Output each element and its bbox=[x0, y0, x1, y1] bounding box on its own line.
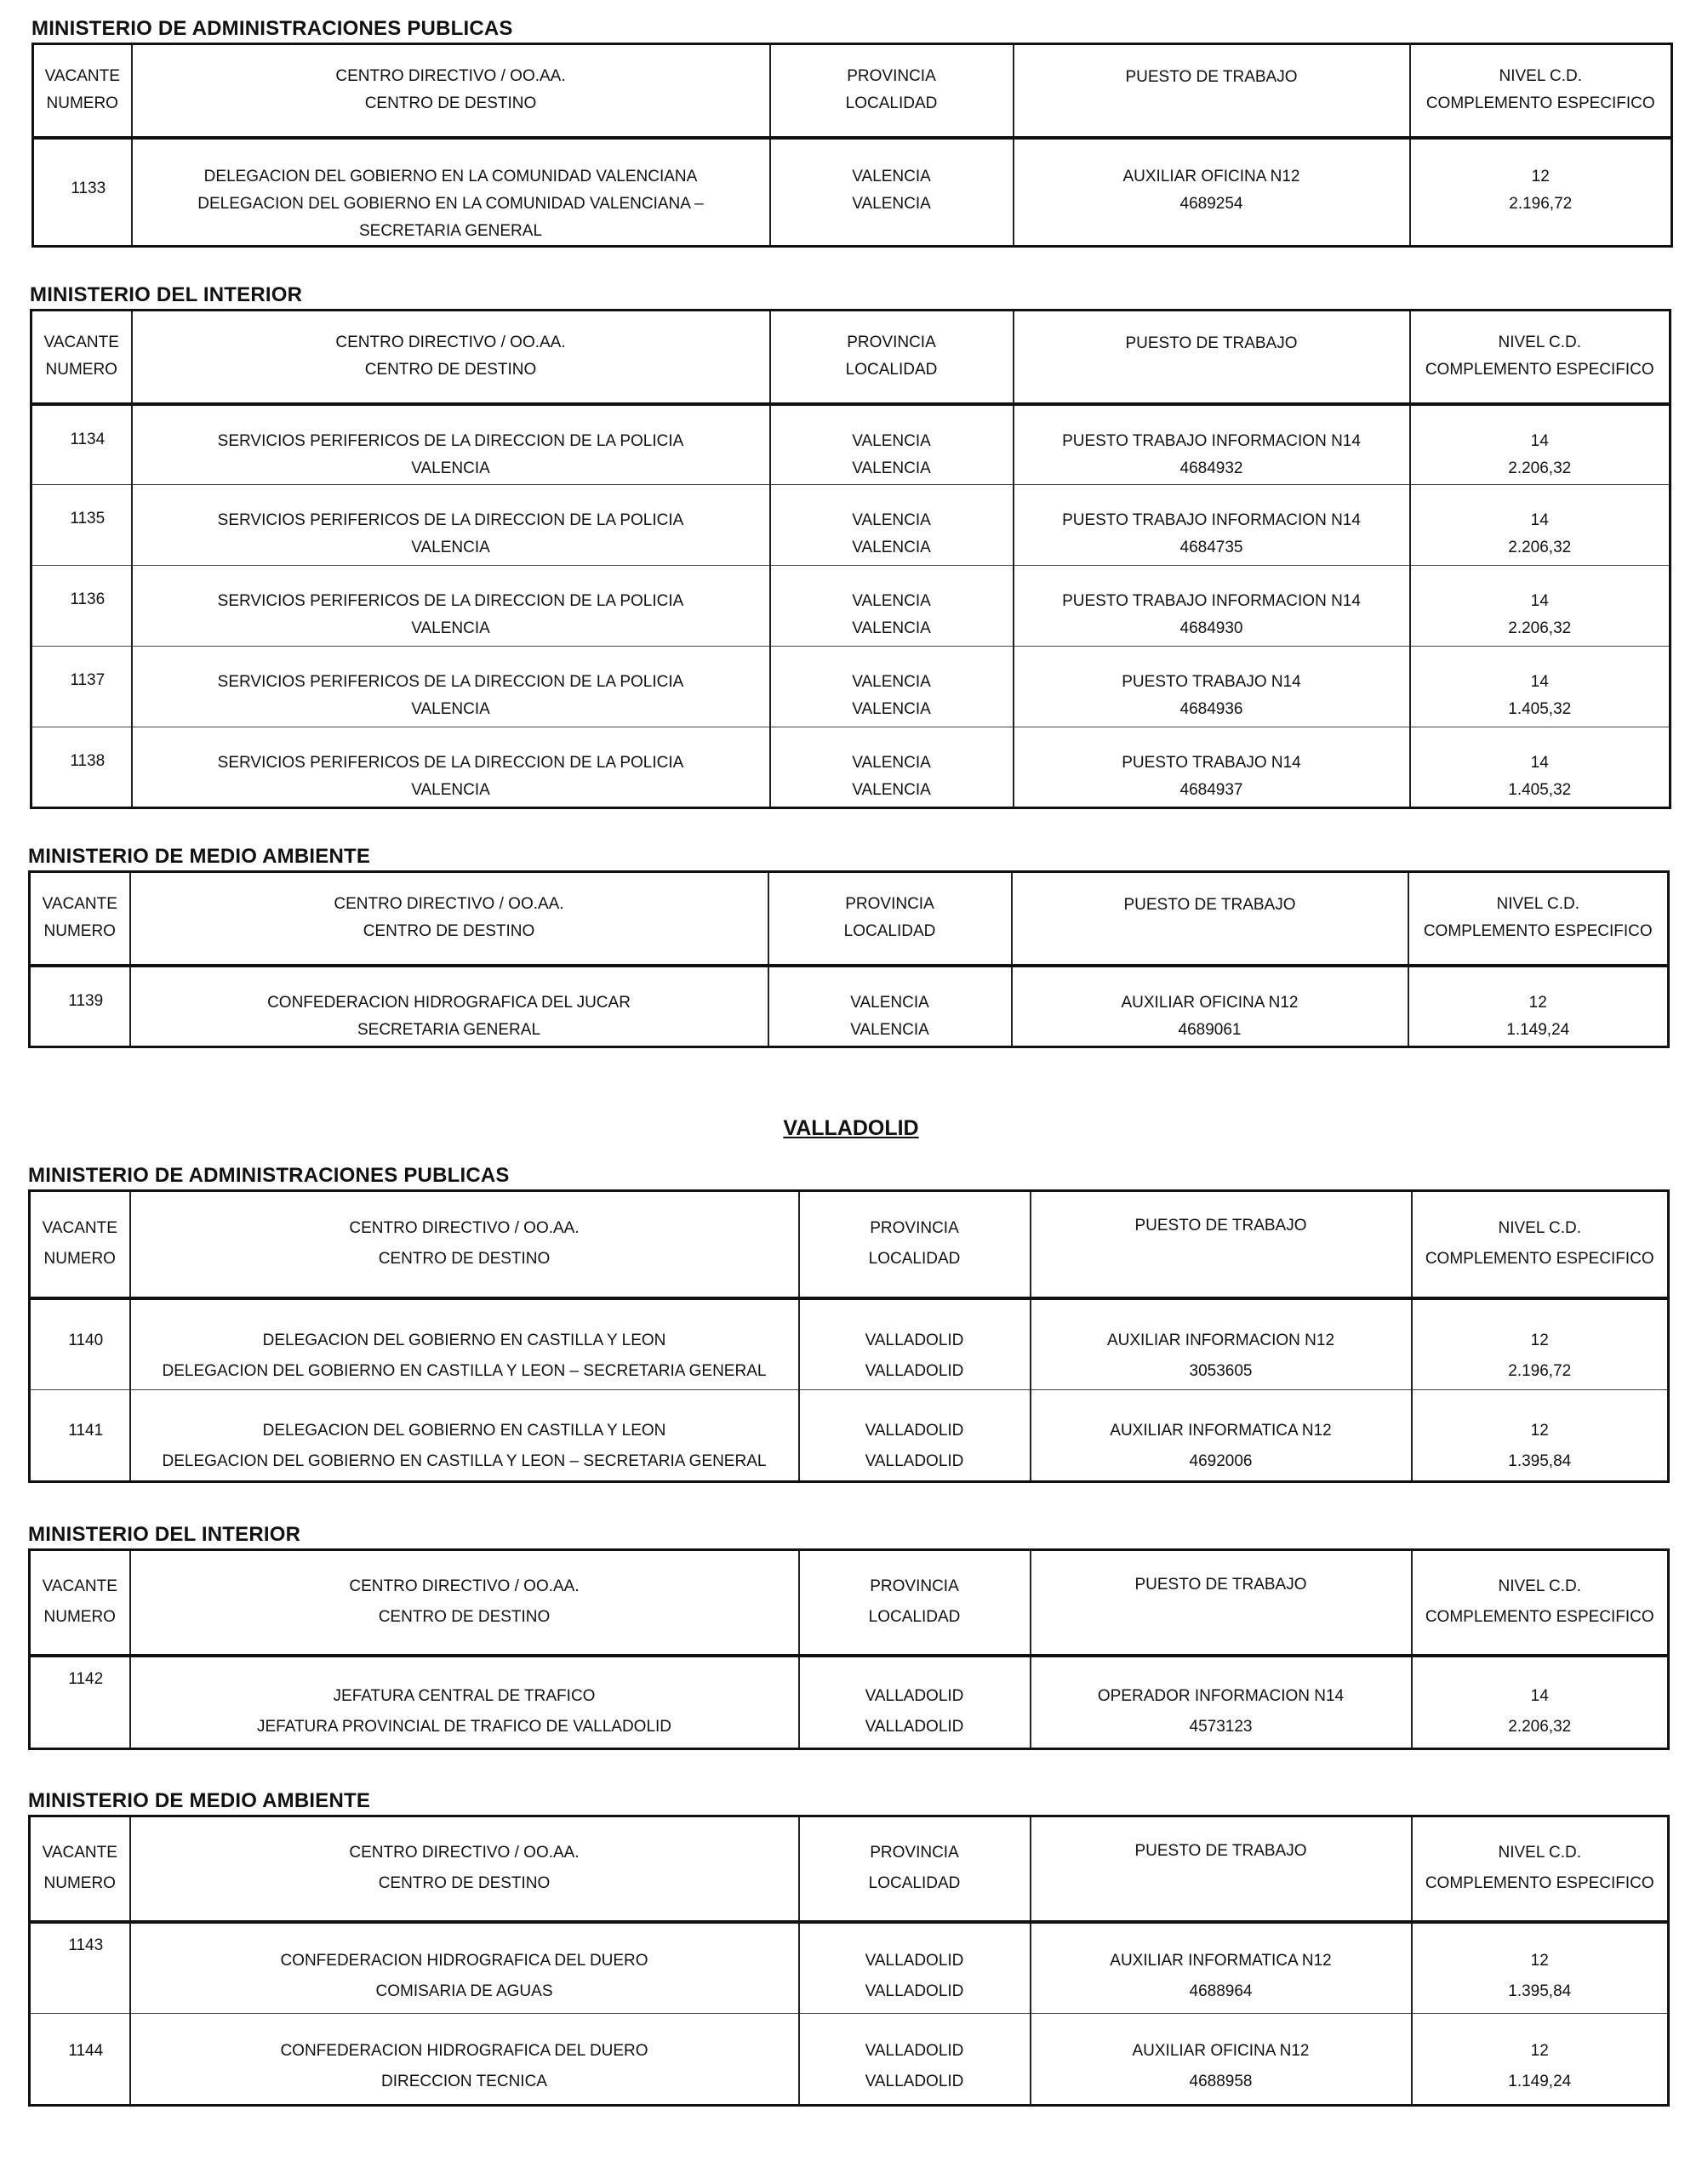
puesto-cell: AUXILIAR OFICINA N12 4689061 bbox=[1012, 966, 1408, 1047]
table-header bbox=[30, 1550, 1669, 1656]
table-header bbox=[30, 1816, 1669, 1922]
header-provincia: PROVINCIA LOCALIDAD bbox=[770, 44, 1014, 138]
vacancy-number: 1139 bbox=[30, 966, 130, 1047]
nivel-cell: 12 2.196,72 bbox=[1412, 1298, 1669, 1390]
header-centro: CENTRO DIRECTIVO / OO.AA. CENTRO DE DESTINO bbox=[130, 872, 768, 966]
header-centro: CENTRO DIRECTIVO / OO.AA. CENTRO DE DESTINO bbox=[130, 1191, 799, 1298]
ministry-title: MINISTERIO DE ADMINISTRACIONES PUBLICAS bbox=[31, 17, 513, 40]
nivel-cell: 14 2.206,32 bbox=[1412, 1656, 1669, 1749]
ministry-block bbox=[28, 1164, 1670, 1483]
table-row bbox=[30, 966, 1669, 1047]
provincia-cell: VALLADOLID VALLADOLID bbox=[799, 1656, 1031, 1749]
provincia-cell: VALENCIA VALENCIA bbox=[770, 647, 1014, 727]
header-provincia: PROVINCIA LOCALIDAD bbox=[768, 872, 1012, 966]
nivel-cell: 12 2.196,72 bbox=[1410, 138, 1672, 247]
table-row bbox=[31, 727, 1671, 808]
vacancy-number: 1136 bbox=[31, 566, 132, 647]
vacancy-number: 1137 bbox=[31, 647, 132, 727]
nivel-cell: 14 2.206,32 bbox=[1410, 566, 1671, 647]
ministry-title: MINISTERIO DE MEDIO AMBIENTE bbox=[28, 1789, 371, 1812]
table-row bbox=[30, 1922, 1669, 2014]
header-centro: CENTRO DIRECTIVO / OO.AA. CENTRO DE DESTINO bbox=[130, 1550, 799, 1656]
header-provincia: PROVINCIA LOCALIDAD bbox=[799, 1191, 1031, 1298]
provincia-cell: VALENCIA VALENCIA bbox=[770, 485, 1014, 566]
header-puesto: PUESTO DE TRABAJO bbox=[1014, 311, 1410, 404]
centro-cell: JEFATURA CENTRAL DE TRAFICO JEFATURA PROVINCIAL DE TRAFICO DE VALLADOLID bbox=[130, 1656, 799, 1749]
vacancy-number: 1140 bbox=[30, 1298, 130, 1390]
table-header bbox=[30, 1191, 1669, 1298]
nivel-cell: 12 1.395,84 bbox=[1412, 1922, 1669, 2014]
provincia-cell: VALLADOLID VALLADOLID bbox=[799, 2014, 1031, 2106]
header-puesto: PUESTO DE TRABAJO bbox=[1031, 1550, 1412, 1656]
provincia-cell: VALLADOLID VALLADOLID bbox=[799, 1298, 1031, 1390]
header-nivel: NIVEL C.D. COMPLEMENTO ESPECIFICO bbox=[1412, 1816, 1669, 1922]
header-provincia: PROVINCIA LOCALIDAD bbox=[799, 1550, 1031, 1656]
puesto-cell: PUESTO TRABAJO N14 4684936 bbox=[1014, 647, 1410, 727]
table-header bbox=[33, 44, 1672, 138]
section-title: VALLADOLID bbox=[783, 1116, 919, 1140]
provincia-cell: VALENCIA VALENCIA bbox=[770, 727, 1014, 808]
ministry-block bbox=[28, 845, 1670, 1048]
vacancy-table bbox=[30, 309, 1671, 809]
provincia-cell: VALENCIA VALENCIA bbox=[770, 566, 1014, 647]
puesto-cell: AUXILIAR OFICINA N12 4688958 bbox=[1031, 2014, 1412, 2106]
header-vacante: VACANTE NUMERO bbox=[31, 311, 132, 404]
header-vacante: VACANTE NUMERO bbox=[30, 1550, 130, 1656]
header-nivel: NIVEL C.D. COMPLEMENTO ESPECIFICO bbox=[1412, 1550, 1669, 1656]
header-vacante: VACANTE NUMERO bbox=[30, 1816, 130, 1922]
provincia-cell: VALLADOLID VALLADOLID bbox=[799, 1390, 1031, 1482]
vacancy-number: 1133 bbox=[33, 138, 132, 247]
ministry-block bbox=[31, 17, 1673, 248]
header-nivel: NIVEL C.D. COMPLEMENTO ESPECIFICO bbox=[1412, 1191, 1669, 1298]
centro-cell: DELEGACION DEL GOBIERNO EN CASTILLA Y LEON DELEGACION DEL GOBIERNO EN CASTILLA Y LEON – SECRETARIA GENERAL bbox=[130, 1298, 799, 1390]
vacancy-table bbox=[28, 1189, 1670, 1483]
header-provincia: PROVINCIA LOCALIDAD bbox=[799, 1816, 1031, 1922]
centro-cell: CONFEDERACION HIDROGRAFICA DEL JUCAR SECRETARIA GENERAL bbox=[130, 966, 768, 1047]
header-vacante: VACANTE NUMERO bbox=[30, 1191, 130, 1298]
table-row bbox=[31, 647, 1671, 727]
ministry-block bbox=[28, 1789, 1670, 2107]
centro-cell: SERVICIOS PERIFERICOS DE LA DIRECCION DE LA POLICIA VALENCIA bbox=[132, 485, 770, 566]
nivel-cell: 12 1.395,84 bbox=[1412, 1390, 1669, 1482]
puesto-cell: AUXILIAR INFORMATICA N12 4692006 bbox=[1031, 1390, 1412, 1482]
ministry-title: MINISTERIO DE ADMINISTRACIONES PUBLICAS bbox=[28, 1164, 510, 1187]
header-puesto: PUESTO DE TRABAJO bbox=[1014, 44, 1410, 138]
nivel-cell: 14 1.405,32 bbox=[1410, 647, 1671, 727]
provincia-cell: VALENCIA VALENCIA bbox=[768, 966, 1012, 1047]
centro-cell: CONFEDERACION HIDROGRAFICA DEL DUERO COMISARIA DE AGUAS bbox=[130, 1922, 799, 2014]
nivel-cell: 14 2.206,32 bbox=[1410, 485, 1671, 566]
puesto-cell: AUXILIAR OFICINA N12 4689254 bbox=[1014, 138, 1410, 247]
vacancy-table bbox=[28, 870, 1670, 1048]
table-row bbox=[30, 1390, 1669, 1482]
table-row bbox=[30, 1656, 1669, 1749]
header-vacante: VACANTE NUMERO bbox=[30, 872, 130, 966]
provincia-cell: VALLADOLID VALLADOLID bbox=[799, 1922, 1031, 2014]
header-puesto: PUESTO DE TRABAJO bbox=[1012, 872, 1408, 966]
centro-cell: SERVICIOS PERIFERICOS DE LA DIRECCION DE LA POLICIA VALENCIA bbox=[132, 404, 770, 485]
puesto-cell: AUXILIAR INFORMATICA N12 4688964 bbox=[1031, 1922, 1412, 2014]
table-header bbox=[31, 311, 1671, 404]
header-centro: CENTRO DIRECTIVO / OO.AA. CENTRO DE DESTINO bbox=[130, 1816, 799, 1922]
ministry-block bbox=[28, 1523, 1670, 1750]
provincia-cell: VALENCIA VALENCIA bbox=[770, 138, 1014, 247]
nivel-cell: 14 1.405,32 bbox=[1410, 727, 1671, 808]
table-row bbox=[31, 566, 1671, 647]
vacancy-number: 1134 bbox=[31, 404, 132, 485]
header-nivel: NIVEL C.D. COMPLEMENTO ESPECIFICO bbox=[1408, 872, 1669, 966]
vacancy-number: 1141 bbox=[30, 1390, 130, 1482]
centro-cell: SERVICIOS PERIFERICOS DE LA DIRECCION DE LA POLICIA VALENCIA bbox=[132, 727, 770, 808]
table-row bbox=[31, 404, 1671, 485]
header-nivel: NIVEL C.D. COMPLEMENTO ESPECIFICO bbox=[1410, 44, 1672, 138]
puesto-cell: PUESTO TRABAJO INFORMACION N14 4684932 bbox=[1014, 404, 1410, 485]
ministry-title: MINISTERIO DEL INTERIOR bbox=[28, 1523, 301, 1546]
vacancy-number: 1144 bbox=[30, 2014, 130, 2106]
centro-cell: SERVICIOS PERIFERICOS DE LA DIRECCION DE LA POLICIA VALENCIA bbox=[132, 647, 770, 727]
vacancy-number: 1135 bbox=[31, 485, 132, 566]
ministry-title: MINISTERIO DEL INTERIOR bbox=[30, 283, 303, 306]
table-row bbox=[31, 485, 1671, 566]
table-row bbox=[33, 138, 1672, 247]
vacancy-number: 1143 bbox=[30, 1922, 130, 2014]
provincia-cell: VALENCIA VALENCIA bbox=[770, 404, 1014, 485]
table-row bbox=[30, 2014, 1669, 2106]
puesto-cell: AUXILIAR INFORMACION N12 3053605 bbox=[1031, 1298, 1412, 1390]
vacancy-number: 1142 bbox=[30, 1656, 130, 1749]
header-puesto: PUESTO DE TRABAJO bbox=[1031, 1191, 1412, 1298]
centro-cell: CONFEDERACION HIDROGRAFICA DEL DUERO DIRECCION TECNICA bbox=[130, 2014, 799, 2106]
nivel-cell: 12 1.149,24 bbox=[1408, 966, 1669, 1047]
ministry-block bbox=[30, 283, 1671, 809]
vacancy-table bbox=[28, 1815, 1670, 2107]
puesto-cell: PUESTO TRABAJO N14 4684937 bbox=[1014, 727, 1410, 808]
nivel-cell: 12 1.149,24 bbox=[1412, 2014, 1669, 2106]
header-provincia: PROVINCIA LOCALIDAD bbox=[770, 311, 1014, 404]
nivel-cell: 14 2.206,32 bbox=[1410, 404, 1671, 485]
centro-cell: DELEGACION DEL GOBIERNO EN CASTILLA Y LEON DELEGACION DEL GOBIERNO EN CASTILLA Y LEON – SECRETARIA GENERAL bbox=[130, 1390, 799, 1482]
puesto-cell: PUESTO TRABAJO INFORMACION N14 4684735 bbox=[1014, 485, 1410, 566]
header-nivel: NIVEL C.D. COMPLEMENTO ESPECIFICO bbox=[1410, 311, 1671, 404]
vacancy-table bbox=[31, 43, 1673, 248]
vacancy-number: 1138 bbox=[31, 727, 132, 808]
table-header bbox=[30, 872, 1669, 966]
centro-cell: SERVICIOS PERIFERICOS DE LA DIRECCION DE LA POLICIA VALENCIA bbox=[132, 566, 770, 647]
centro-cell: DELEGACION DEL GOBIERNO EN LA COMUNIDAD VALENCIANA DELEGACION DEL GOBIERNO EN LA COMUNIDAD VALENCIANA – SECRETARIA GENERAL bbox=[132, 138, 770, 247]
ministry-title: MINISTERIO DE MEDIO AMBIENTE bbox=[28, 845, 371, 868]
header-vacante: VACANTE NUMERO bbox=[33, 44, 132, 138]
header-puesto: PUESTO DE TRABAJO bbox=[1031, 1816, 1412, 1922]
header-centro: CENTRO DIRECTIVO / OO.AA. CENTRO DE DESTINO bbox=[132, 44, 770, 138]
puesto-cell: OPERADOR INFORMACION N14 4573123 bbox=[1031, 1656, 1412, 1749]
puesto-cell: PUESTO TRABAJO INFORMACION N14 4684930 bbox=[1014, 566, 1410, 647]
table-row bbox=[30, 1298, 1669, 1390]
vacancy-table bbox=[28, 1548, 1670, 1750]
header-centro: CENTRO DIRECTIVO / OO.AA. CENTRO DE DESTINO bbox=[132, 311, 770, 404]
